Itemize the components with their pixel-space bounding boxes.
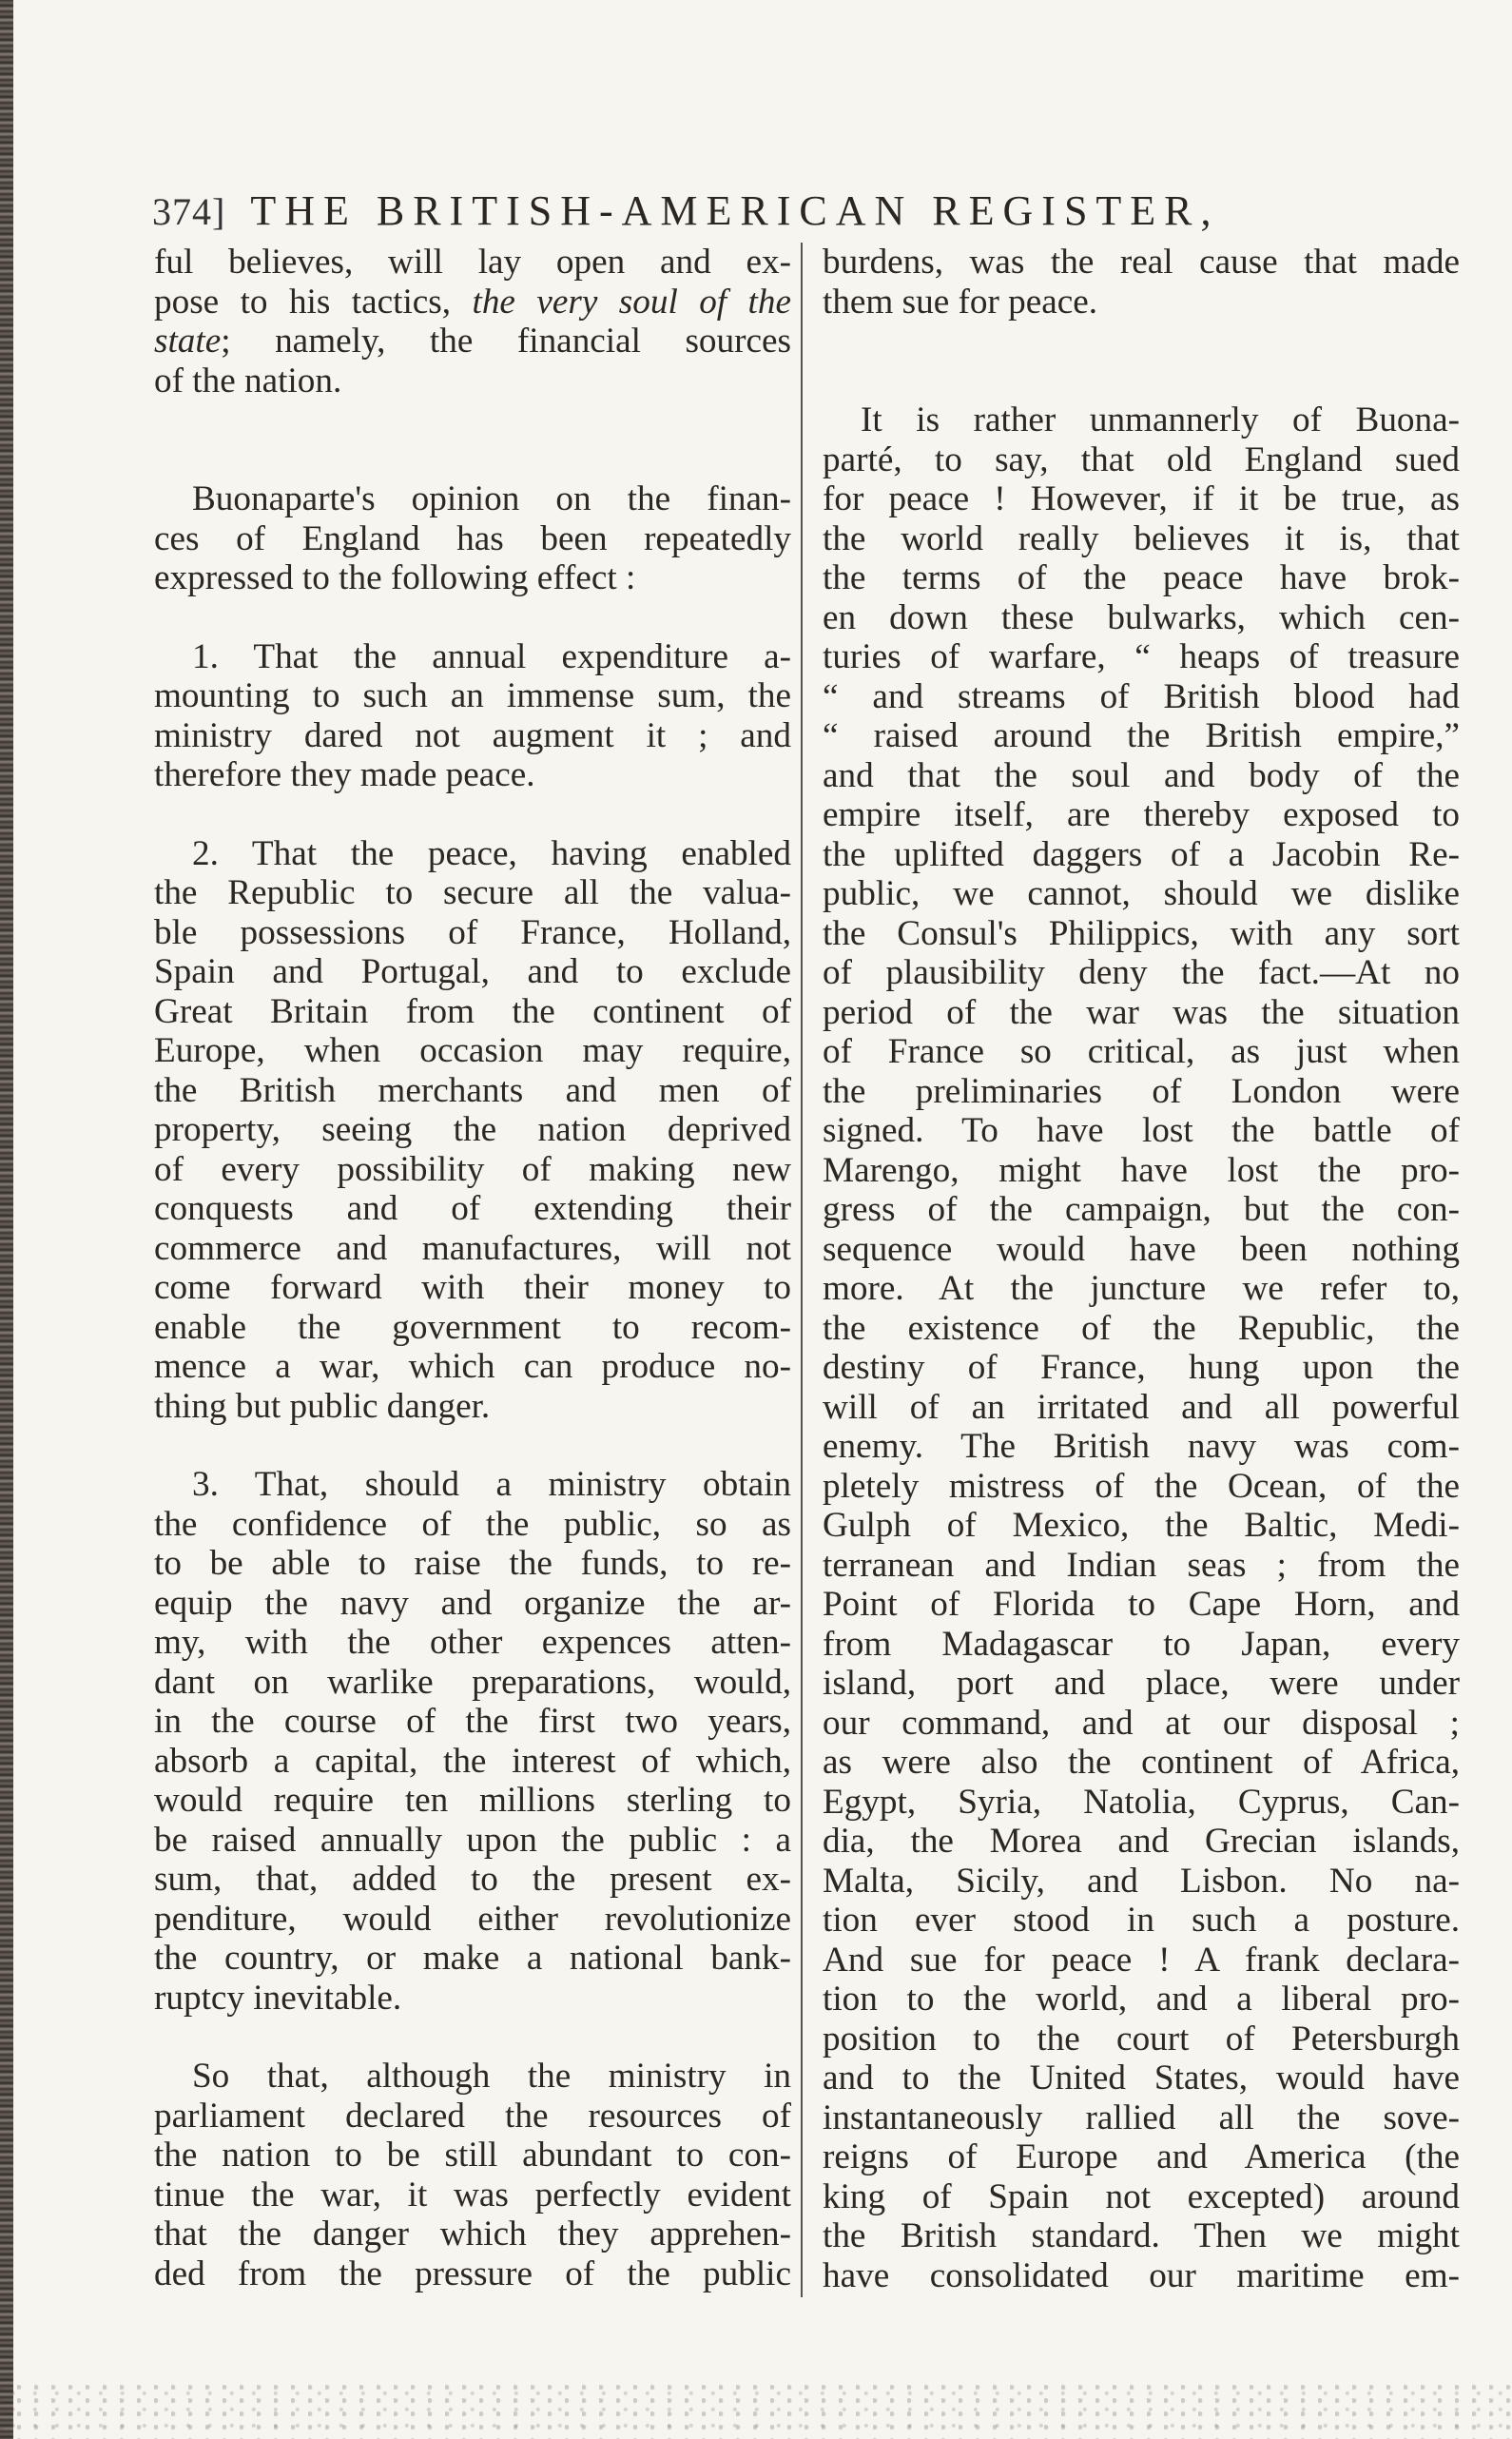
text-line: pletely mistress of the Ocean, of the [823, 1466, 1460, 1506]
text-line: therefore they made peace. [154, 755, 535, 794]
text-line: enemy. The British navy was com- [823, 1427, 1460, 1466]
text-line: Malta, Sicily, and Lisbon. No na- [823, 1861, 1460, 1901]
text-line: Great Britain from the continent of [154, 991, 791, 1031]
text-line: ces of England has been repeatedly [154, 518, 791, 558]
page-header [152, 186, 1303, 235]
text-line: the terms of the peace have brok- [823, 558, 1460, 597]
text-line: in the course of the first two years, [154, 1702, 791, 1741]
text-segment: pose to his tactics, [154, 282, 473, 322]
paragraph [154, 479, 791, 598]
text-line: gress of the campaign, but the con- [823, 1190, 1460, 1229]
page-binding-edge [0, 0, 13, 2439]
text-line: turies of warfare, “ heaps of treasure [823, 637, 1460, 676]
text-line: It is rather unmannerly of Buona- [861, 400, 1460, 439]
text-line-emphasis [154, 322, 791, 361]
text-line: king of Spain not excepted) around [823, 2176, 1460, 2216]
text-line: the Consul's Philippics, with any sort [823, 913, 1460, 953]
text-line: thing but public danger. [154, 1386, 491, 1426]
text-line: burdens, was the real cause that made [823, 243, 1460, 282]
text-line: sum, that, added to the present ex- [154, 1860, 791, 1899]
text-line: more. At the juncture we refer to, [823, 1269, 1460, 1308]
text-line: instantaneously rallied all the sove- [823, 2098, 1460, 2137]
paragraph [154, 637, 791, 795]
text-line: destiny of France, hung upon the [823, 1348, 1460, 1387]
text-line: the nation to be still abundant to con- [154, 2136, 791, 2175]
text-line: So that, although the ministry in [192, 2057, 791, 2096]
text-line: ful believes, will lay open and ex- [154, 243, 791, 282]
text-line: my, with the other expences atten- [154, 1623, 791, 1662]
text-line: reigns of Europe and America (the [823, 2137, 1460, 2176]
text-line: period of the war was the situation [823, 992, 1460, 1032]
text-line: tion ever stood in such a posture. [823, 1901, 1460, 1940]
text-line: be raised annually upon the public : a [154, 1820, 791, 1860]
text-line: that the danger which they apprehen- [154, 2215, 791, 2254]
text-line: en down these bulwarks, which cen- [823, 597, 1460, 637]
text-line: mounting to such an immense sum, the [154, 676, 791, 715]
paragraph [154, 243, 791, 400]
text-line: of the nation. [154, 361, 342, 400]
text-line: and that the soul and body of the [823, 755, 1460, 795]
page-bottom-speckle [0, 2382, 1512, 2439]
text-line: public, we cannot, should we dislike [823, 874, 1460, 913]
text-line: position to the court of Petersburgh [823, 2019, 1460, 2059]
text-line: for peace ! However, if it be true, as [823, 479, 1460, 518]
column-divider [801, 243, 803, 2297]
text-line-emphasis [154, 283, 791, 322]
text-line: tinue the war, it was perfectly evident [154, 2175, 791, 2215]
paragraph [154, 834, 791, 1427]
text-line: “ raised around the British empire,” [823, 716, 1460, 755]
text-line: them sue for peace. [823, 282, 1098, 322]
right-column [823, 243, 1460, 2295]
text-line: property, seeing the nation deprived [154, 1110, 791, 1149]
paragraph [823, 400, 1460, 2295]
text-line: Buonaparte's opinion on the finan- [192, 479, 791, 518]
text-line: 1. That the annual expenditure a- [192, 636, 791, 676]
text-line: the British merchants and men of [154, 1070, 791, 1110]
text-line: of every possibility of making new [154, 1149, 791, 1189]
text-line: parté, to say, that old England sued [823, 439, 1460, 479]
text-line: absorb a capital, the interest of which, [154, 1741, 791, 1781]
paragraph [823, 243, 1460, 322]
text-line: of France so critical, as just when [823, 1032, 1460, 1071]
text-line: Spain and Portugal, and to exclude [154, 952, 791, 991]
text-line: “ and streams of British blood had [823, 676, 1460, 716]
text-line: dia, the Morea and Grecian islands, [823, 1822, 1460, 1861]
text-line: ministry dared not augment it ; and [154, 715, 791, 755]
text-line: the world really believes it is, that [823, 518, 1460, 558]
text-line: our command, and at our disposal ; [823, 1703, 1460, 1743]
text-line: ble possessions of France, Holland, [154, 912, 791, 952]
text-line: ruptcy inevitable. [154, 1978, 402, 2018]
text-line: to be able to raise the funds, to re- [154, 1544, 791, 1583]
italic-phrase: the very soul of the [472, 282, 791, 322]
text-line: as were also the continent of Africa, [823, 1743, 1460, 1782]
paragraph [154, 1465, 791, 2018]
left-column [154, 243, 791, 2293]
text-line: have consolidated our maritime em- [823, 2255, 1460, 2295]
text-line: will of an irritated and all powerful [823, 1387, 1460, 1427]
text-line: Point of Florida to Cape Horn, and [823, 1585, 1460, 1624]
text-line: the country, or make a national bank- [154, 1939, 791, 1978]
text-line: penditure, would either revolutionize [154, 1899, 791, 1939]
text-line: the uplifted daggers of a Jacobin Re- [823, 834, 1460, 874]
text-line: equip the navy and organize the ar- [154, 1583, 791, 1623]
italic-phrase: state [154, 322, 222, 361]
text-line: would require ten millions sterling to [154, 1781, 791, 1820]
text-line: of plausibility deny the fact.—At no [823, 953, 1460, 992]
text-line: come forward with their money to [154, 1268, 791, 1307]
text-line: 3. That, should a ministry obtain [192, 1465, 791, 1504]
text-line: empire itself, are thereby exposed to [823, 795, 1460, 834]
text-line: And sue for peace ! A frank declara- [823, 1940, 1460, 1980]
text-line: Gulph of Mexico, the Baltic, Medi- [823, 1506, 1460, 1545]
text-line: commerce and manufactures, will not [154, 1228, 791, 1268]
text-line: and to the United States, would have [823, 2059, 1460, 2098]
text-line: expressed to the following effect : [154, 558, 636, 597]
text-line: from Madagascar to Japan, every [823, 1624, 1460, 1664]
text-segment: ; namely, the financial sources [221, 322, 791, 361]
text-line: conquests and of extending their [154, 1189, 791, 1228]
text-line: signed. To have lost the battle of [823, 1111, 1460, 1150]
text-line: Europe, when occasion may require, [154, 1031, 791, 1070]
text-line: parliament declared the resources of [154, 2096, 791, 2136]
text-line: terranean and Indian seas ; from the [823, 1545, 1460, 1585]
text-line: 2. That the peace, having enabled [192, 833, 791, 873]
text-line: Egypt, Syria, Natolia, Cyprus, Can- [823, 1782, 1460, 1822]
text-line: dant on warlike preparations, would, [154, 1662, 791, 1702]
text-line: ded from the pressure of the public [154, 2254, 791, 2293]
page-number: 374] [152, 190, 226, 233]
text-line: sequence would have been nothing [823, 1229, 1460, 1269]
running-title: THE BRITISH-AMERICAN REGISTER, [250, 187, 1220, 234]
text-line: island, port and place, were under [823, 1664, 1460, 1703]
text-line: mence a war, which can produce no- [154, 1347, 791, 1386]
text-line: the Republic to secure all the valua- [154, 873, 791, 912]
text-line: tion to the world, and a liberal pro- [823, 1980, 1460, 2019]
paragraph [154, 2057, 791, 2293]
text-line: the preliminaries of London were [823, 1071, 1460, 1111]
text-line: the confidence of the public, so as [154, 1504, 791, 1544]
text-line: the existence of the Republic, the [823, 1308, 1460, 1348]
text-line: Marengo, might have lost the pro- [823, 1150, 1460, 1190]
text-line: the British standard. Then we might [823, 2216, 1460, 2255]
text-line: enable the government to recom- [154, 1307, 791, 1347]
